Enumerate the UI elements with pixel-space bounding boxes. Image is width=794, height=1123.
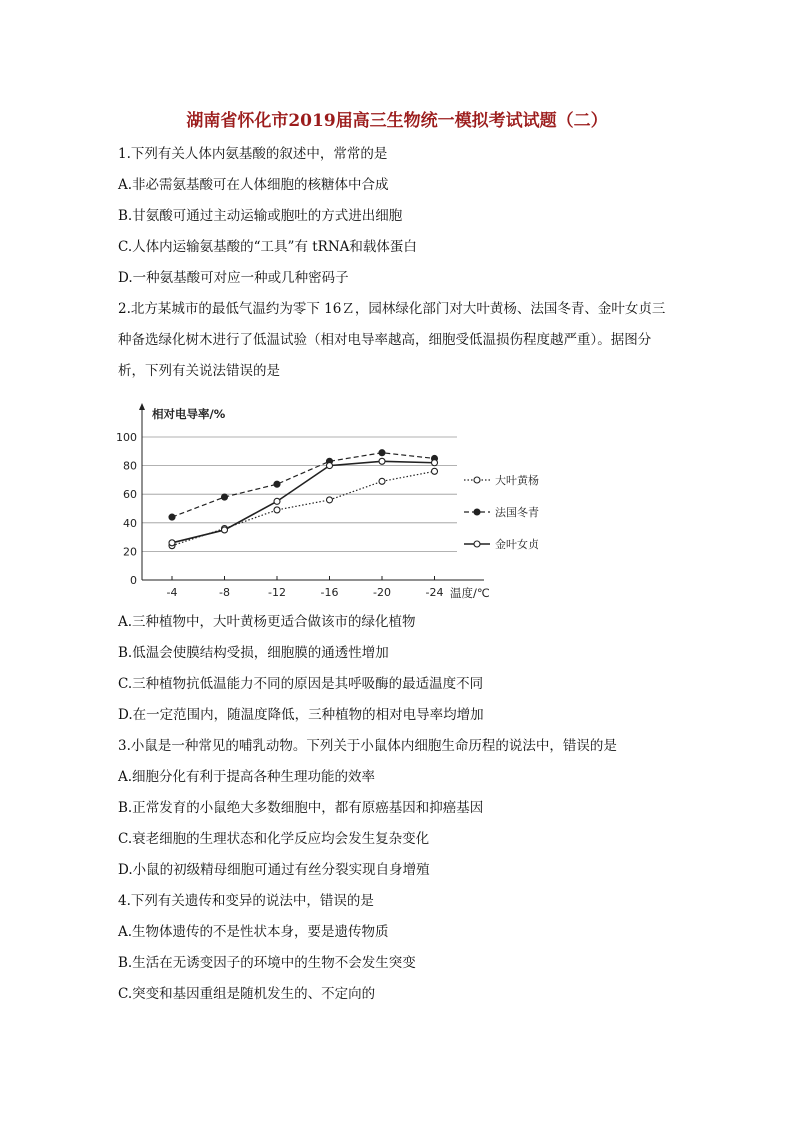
question-3-stem: 3.小鼠是一种常见的哺乳动物。下列关于小鼠体内细胞生命历程的说法中，错误的是 [118,738,617,754]
x-tick-label: -8 [219,586,230,599]
question-2-option-a: A.三种植物中，大叶黄杨更适合做该市的绿化植物 [118,614,416,630]
question-1-option-c: C.人体内运输氨基酸的“工具”有 tRNA和载体蛋白 [118,239,417,255]
data-point [274,498,280,504]
question-2-option-d: D.在一定范围内，随温度降低，三种植物的相对电导率均增加 [118,707,484,723]
x-tick-label: -20 [373,586,391,599]
legend-marker [474,477,480,483]
data-point [169,514,175,520]
y-tick-label: 100 [116,431,137,444]
question-4-option-c: C.突变和基因重组是随机发生的、不定向的 [118,986,376,1002]
y-tick-label: 80 [123,459,137,473]
y-tick-label: 0 [130,574,137,587]
legend-label: 法国冬青 [495,506,539,519]
question-2-stem-line-1: 2.北方某城市的最低气温约为零下 16Ｚ，园林绿化部门对大叶黄杨、法国冬青、金叶女贞三 [118,301,666,317]
data-point [327,463,333,469]
question-3-option-b: B.正常发育的小鼠绝大多数细胞中，都有原癌基因和抑癌基因 [118,800,484,816]
x-tick-label: -16 [320,586,339,599]
data-point [274,507,280,513]
data-point [379,478,385,484]
legend-label: 金叶女贞 [495,538,539,551]
x-tick-label: -24 [425,586,444,599]
page-title: 湖南省怀化市2019届高三生物统一模拟考试试题（二） [186,111,608,131]
question-2-stem-line-2: 种备选绿化树木进行了低温试验（相对电导率越高，细胞受低温损伤程度越严重）。据图分 [118,332,652,348]
chart-svg [112,400,539,606]
x-axis-label: 温度/℃ [450,586,490,600]
data-point [432,468,438,474]
legend-marker [474,541,480,547]
question-1-option-b: B.甘氨酸可通过主动运输或胞吐的方式进出细胞 [118,208,403,224]
legend-marker [474,509,480,515]
y-tick-label: 40 [123,516,137,530]
data-point [327,497,333,503]
x-tick-label: -4 [166,586,178,599]
question-2-option-b: B.低温会使膜结构受损，细胞膜的通透性增加 [118,645,389,661]
data-point [274,481,280,487]
question-3-option-d: D.小鼠的初级精母细胞可通过有丝分裂实现自身增殖 [118,862,430,878]
y-axis-label: 相对电导率/% [152,407,226,421]
question-2-option-c: C.三种植物抗低温能力不同的原因是其呼吸酶的最适温度不同 [118,676,484,692]
x-tick-label: -12 [268,586,286,599]
question-1-option-d: D.一种氨基酸可对应一种或几种密码子 [118,270,349,286]
data-point [379,458,385,464]
question-2-stem-line-3: 析，下列有关说法错误的是 [118,363,280,379]
question-4-option-b: B.生活在无诱变因子的环境中的生物不会发生突变 [118,955,416,971]
question-1-stem: 1.下列有关人体内氨基酸的叙述中，常常的是 [118,146,388,162]
question-3-option-c: C.衰老细胞的生理状态和化学反应均会发生复杂变化 [118,831,430,847]
y-axis-arrow [139,403,145,410]
series-line [172,471,435,545]
question-4-stem: 4.下列有关遗传和变异的说法中，错误的是 [118,893,374,909]
data-point [222,527,228,533]
y-tick-label: 20 [123,545,137,559]
data-point [432,460,438,466]
question-3-option-a: A.细胞分化有利于提高各种生理功能的效率 [118,769,376,785]
data-point [379,450,385,456]
y-tick-label: 60 [123,488,137,502]
conductivity-chart [112,400,539,606]
question-4-option-a: A.生物体遗传的不是性状本身，要是遗传物质 [118,924,389,940]
question-1-option-a: A.非必需氨基酸可在人体细胞的核糖体中合成 [118,177,389,193]
data-point [222,494,228,500]
legend-label: 大叶黄杨 [495,474,539,487]
data-point [169,540,175,546]
